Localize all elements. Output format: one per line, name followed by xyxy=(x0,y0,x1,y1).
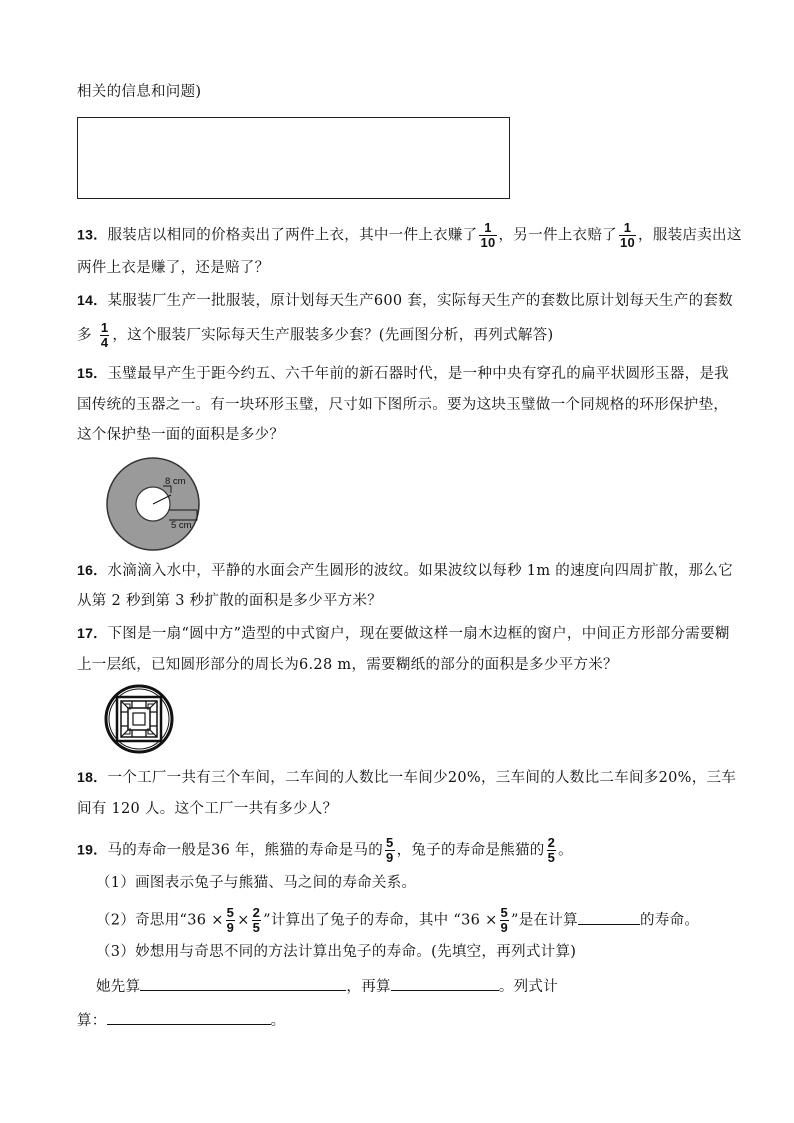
answer-box[interactable] xyxy=(77,117,510,199)
fraction-numerator: 1 xyxy=(100,320,109,335)
fraction-numerator: 1 xyxy=(479,221,496,236)
question-text: （2）奇思用“36 × xyxy=(96,912,224,929)
fraction-denominator: 9 xyxy=(500,920,509,935)
question-text: 多 xyxy=(77,327,92,344)
question-text: ”计算出了兔子的寿命，其中 “36 × xyxy=(263,912,498,929)
question-text: ，服装店卖出这 xyxy=(638,227,742,244)
fraction xyxy=(100,321,110,350)
fraction xyxy=(547,836,557,865)
question-text: ，另一件上衣赔了 xyxy=(498,227,617,244)
fraction-denominator: 10 xyxy=(480,235,496,250)
multiply-sign: × xyxy=(237,912,250,929)
question-text: 算： xyxy=(77,1013,107,1029)
question-number: 15． xyxy=(77,365,108,381)
fraction-denominator: 9 xyxy=(226,920,235,935)
question-number: 17． xyxy=(77,625,108,641)
round-window-figure xyxy=(104,684,174,754)
fraction-numerator: 5 xyxy=(226,905,235,920)
fraction xyxy=(252,906,262,935)
question-18-line-2: 间有 120 人。这个工厂一共有多少人？ xyxy=(77,801,338,817)
fraction xyxy=(385,836,395,865)
question-16-line-2: 从第 2 秒到第 3 秒扩散的面积是多少平方米？ xyxy=(77,593,383,609)
question-14-line-1 xyxy=(77,290,733,311)
question-text: ，再算 xyxy=(346,979,391,995)
question-15-line-1 xyxy=(77,363,729,384)
answer-blank[interactable] xyxy=(140,976,346,991)
question-text: 服装店以相同的价格卖出了两件上衣，其中一件上衣赚了 xyxy=(107,227,478,244)
fraction-numerator: 2 xyxy=(252,905,261,920)
question-19-line-1 xyxy=(77,836,573,865)
question-19-part-2 xyxy=(96,906,699,935)
question-text: 。列式计 xyxy=(498,979,559,995)
question-18-line-1 xyxy=(77,767,736,788)
question-17-line-1 xyxy=(77,623,730,644)
question-15-line-3: 这个保护垫一面的面积是多少？ xyxy=(77,427,285,443)
question-text: 一个工厂一共有三个车间，二车间的人数比一车间少20%，三车间的人数比二车间多20%，三车 xyxy=(107,770,737,786)
question-number: 13． xyxy=(77,226,108,243)
question-number: 19． xyxy=(77,841,108,858)
question-19-part-1: （1）画图表示兔子与熊猫、马之间的寿命关系。 xyxy=(96,875,417,891)
jade-ring-figure xyxy=(105,456,201,552)
fraction xyxy=(619,221,636,250)
fraction-denominator: 10 xyxy=(619,235,636,250)
question-text: ”是在计算 xyxy=(511,912,578,929)
question-16-line-1 xyxy=(77,560,733,581)
question-text: ，兔子的寿命是熊猫的 xyxy=(396,842,545,859)
fraction-numerator: 2 xyxy=(547,835,556,850)
fraction-numerator: 5 xyxy=(500,905,509,920)
answer-blank[interactable] xyxy=(107,1010,271,1025)
question-19-part-3: （3）妙想用与奇思不同的方法计算出兔子的寿命。(先填空，再列式计算) xyxy=(96,944,577,960)
question-text: ，这个服装厂实际每天生产服装多少套？(先画图分析，再列式解答) xyxy=(112,327,554,344)
answer-blank[interactable] xyxy=(578,910,640,925)
fraction-denominator: 5 xyxy=(252,920,261,935)
question-text: 玉璧最早产生于距今约五、六千年前的新石器时代，是一种中央有穿孔的扁平状圆形玉器，是我 xyxy=(107,366,730,382)
question-text: 某服装厂生产一批服装，原计划每天生产600 套，实际每天生产的套数比原计划每天生产的套数 xyxy=(107,293,733,309)
question-19-part-3-fill xyxy=(96,976,558,997)
question-text: 水滴滴入水中，平静的水面会产生圆形的波纹。如果波纹以每秒 1m 的速度向四周扩散，那么它 xyxy=(107,563,733,579)
question-number: 16． xyxy=(77,562,108,578)
question-number: 18． xyxy=(77,769,108,785)
question-13-line-1 xyxy=(77,221,742,250)
fraction xyxy=(226,906,236,935)
answer-blank[interactable] xyxy=(391,976,499,991)
fraction-denominator: 4 xyxy=(100,335,109,350)
question-text: 。 xyxy=(270,1013,286,1029)
question-text: 。 xyxy=(558,842,573,859)
question-number: 14． xyxy=(77,292,108,308)
question-13-line-2: 两件上衣是赚了，还是赔了？ xyxy=(77,260,270,276)
fraction-denominator: 9 xyxy=(386,850,394,865)
question-14-line-2 xyxy=(77,321,553,350)
question-19-part-3-formula xyxy=(77,1010,285,1031)
question-text: 马的寿命一般是36 年，熊猫的寿命是马的 xyxy=(107,842,384,859)
question-text: 下图是一扇“圆中方”造型的中式窗户，现在要做这样一扇木边框的窗户，中间正方形部分需要糊 xyxy=(107,626,730,642)
outer-dimension-label: 5 cm xyxy=(171,520,192,531)
fraction xyxy=(500,906,510,935)
question-text: 她先算 xyxy=(96,979,141,995)
fraction-denominator: 5 xyxy=(547,850,556,865)
question-17-line-2: 上一层纸，已知圆形部分的周长为6.28 m，需要糊纸的部分的面积是多少平方米？ xyxy=(77,657,618,673)
question-text: 的寿命。 xyxy=(639,912,700,929)
intro-line: 相关的信息和问题) xyxy=(77,84,202,100)
fraction-numerator: 5 xyxy=(386,835,394,850)
fraction-numerator: 1 xyxy=(619,221,636,236)
question-15-line-2: 国传统的玉器之一。有一块环形玉璧，尺寸如下图所示。要为这块玉璧做一个同规格的环形保护垫， xyxy=(77,397,729,413)
inner-dimension-label: 8 cm xyxy=(165,476,186,487)
fraction xyxy=(479,221,496,250)
